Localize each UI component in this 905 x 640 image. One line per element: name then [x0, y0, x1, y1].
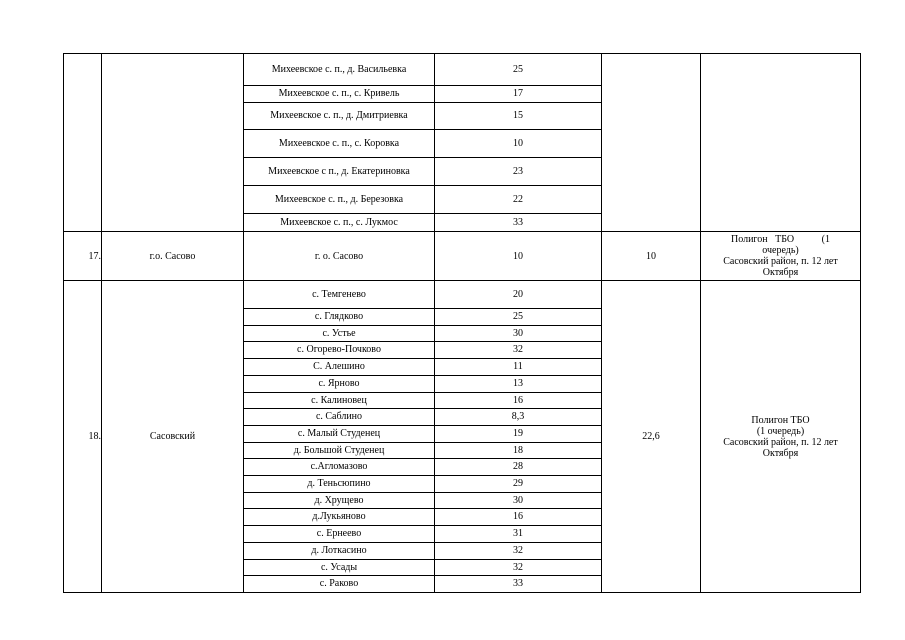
distance-value: 31: [513, 528, 523, 539]
landfill-line: очередь): [762, 245, 799, 256]
horizontal-rule: [63, 592, 861, 593]
settlement-name: с. Глядково: [314, 311, 364, 322]
settlement-name: г. о. Сасово: [314, 250, 364, 262]
distance-value: 13: [513, 378, 523, 389]
row-number: 17.: [88, 250, 101, 262]
distance-value: 25: [513, 311, 523, 322]
distance-value: 29: [513, 478, 523, 489]
distance-value: 19: [513, 428, 523, 439]
distance-value: 33: [513, 578, 523, 589]
landfill-line: Сасовский район, п. 12 лет: [723, 256, 838, 267]
settlement-name: с. Раково: [319, 578, 359, 589]
distance-value: 17: [513, 88, 523, 99]
distance-value: 8,3: [511, 411, 525, 422]
distance-value: 10: [513, 250, 523, 262]
settlement-name: с. Калиновец: [311, 394, 367, 406]
vertical-rule: [860, 53, 861, 593]
landfill-description: [701, 232, 860, 280]
settlement-name: с.Агломазово: [310, 461, 368, 472]
landfill-line: Сасовский район, п. 12 лет: [723, 436, 838, 448]
settlement-name: Михеевское с. п., с. Лукмос: [280, 216, 398, 228]
distance-value: 30: [513, 327, 523, 339]
landfill-line: Октября: [762, 267, 799, 278]
settlement-name: д. Хрущево: [314, 494, 364, 506]
settlement-name: с. Устье: [322, 327, 356, 339]
distance-value: 33: [513, 216, 523, 228]
landfill-description: [701, 281, 860, 592]
average-distance: 22,6: [642, 431, 660, 442]
distance-value: 22: [513, 193, 523, 205]
landfill-line: (1 очередь): [756, 425, 805, 437]
landfill-line: Полигон ТБО (1: [731, 234, 830, 245]
settlement-name: Михеевское с. п., с. Кривель: [278, 88, 400, 99]
settlement-name: с. Темгенево: [312, 289, 366, 300]
district-name: Сасовский: [149, 431, 196, 442]
distance-value: 25: [513, 63, 523, 75]
settlement-name: Михеевское с п., д. Екатериновка: [268, 165, 410, 177]
distance-value: 18: [513, 444, 523, 456]
settlement-name: Михеевское с. п., д. Васильевка: [271, 63, 407, 75]
average-distance: 10: [646, 250, 656, 262]
settlement-name: С. Алешино: [313, 361, 365, 372]
settlement-name: д. Теньсюпино: [307, 478, 371, 489]
landfill-line: Полигон ТБО: [751, 414, 810, 426]
row-number: 18.: [88, 431, 101, 442]
distance-value: 16: [513, 394, 523, 406]
settlement-name: д. Лоткасино: [311, 545, 367, 556]
landfill-line: Октября: [762, 447, 799, 459]
settlement-name: с. Саблино: [315, 411, 363, 422]
settlement-name: с. Ярново: [318, 378, 360, 389]
distance-value: 32: [513, 344, 523, 355]
settlement-name: Михеевское с. п., с. Коровка: [278, 137, 400, 149]
settlement-name: Михеевское с. п., д. Дмитриевка: [270, 110, 408, 121]
distance-value: 23: [513, 165, 523, 177]
settlement-name: с. Огорево-Почково: [297, 344, 381, 355]
settlement-name: д. Большой Студенец: [293, 444, 385, 456]
distance-value: 32: [513, 545, 523, 556]
distance-value: 16: [513, 511, 523, 522]
settlement-name: д.Лукьяново: [312, 511, 366, 522]
settlement-name: с. Ернеево: [316, 528, 362, 539]
distance-value: 11: [513, 361, 523, 372]
distance-value: 28: [513, 461, 523, 472]
settlement-name: с. Усады: [320, 561, 358, 573]
district-name: г.о. Сасово: [149, 250, 196, 262]
distance-value: 30: [513, 494, 523, 506]
settlement-name: с. Малый Студенец: [297, 428, 381, 439]
distance-value: 32: [513, 561, 523, 573]
distance-value: 15: [513, 110, 523, 121]
distance-value: 20: [513, 289, 523, 300]
settlement-name: Михеевское с. п., д. Березовка: [274, 193, 404, 205]
distance-value: 10: [513, 137, 523, 149]
